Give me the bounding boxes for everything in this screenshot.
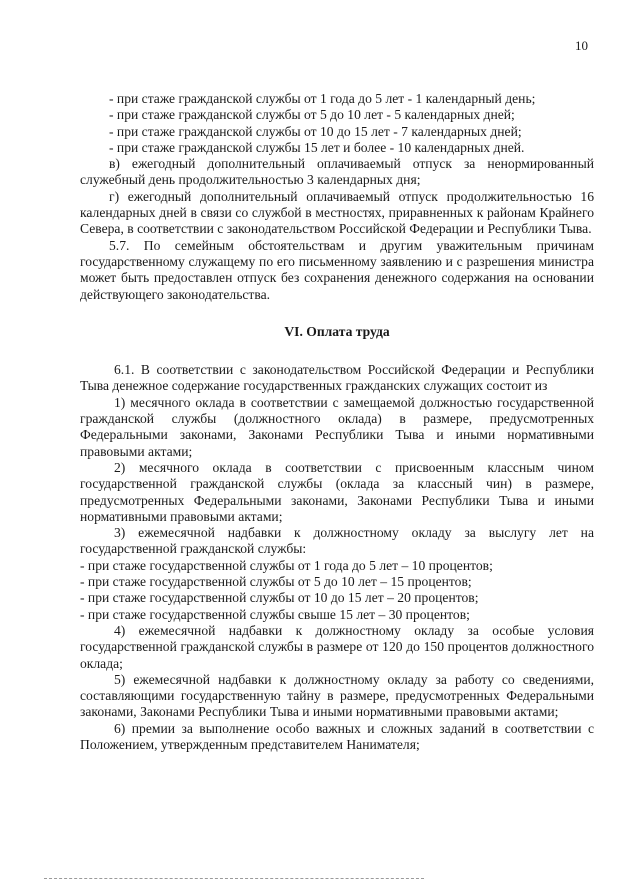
paragraph-6-1: 6.1. В соответствии с законодательством Российской Федерации и Республики Тыва денежное содержание государственных гражданских служащих состоит из [80, 362, 594, 394]
paragraph-item-6: 6) премии за выполнение особо важных и сложных заданий в соответствии с Положением, утвержденным представителем Нанимателя; [80, 720, 594, 752]
paragraph-5-7: 5.7. По семейным обстоятельствам и другим уважительным причинам государственному служащему по его письменному заявлению и с разрешения министра может быть предоставлен отпуск без сохранения денежного содержания на основании действующего законодательства. [80, 237, 594, 302]
list-item-stage-1: - при стаже гражданской службы от 1 года до 5 лет - 1 календарный день; [109, 91, 536, 106]
list-item-service-2: - при стаже государственной службы от 5 до 10 лет – 15 процентов; [80, 574, 472, 590]
footer-divider [44, 878, 424, 879]
list-item-stage-4: - при стаже гражданской службы 15 лет и более - 10 календарных дней. [109, 139, 525, 155]
paragraph-item-5: 5) ежемесячной надбавки к должностному окладу за работу со сведениями, составляющими государственную тайну в размере, предусмотренных Федеральными законами, Законами Республики Тыва и иными нормативными правовыми актами; [80, 671, 594, 720]
paragraph-item-g: г) ежегодный дополнительный оплачиваемый отпуск продолжительностью 16 календарных дней в связи со службой в местностях, приравненных к районам Крайнего Севера, в соответствии с законодательством Российской Федерации и Республики Тыва. [80, 188, 594, 237]
document-body [80, 91, 594, 753]
list-item-stage-3: - при стаже гражданской службы от 10 до 15 лет - 7 календарных дней; [109, 123, 522, 139]
list-item-service-4: - при стаже государственной службы свыше 15 лет – 30 процентов; [80, 606, 470, 622]
paragraph-item-3: 3) ежемесячной надбавки к должностному окладу за выслугу лет на государственной гражданской службы: [80, 525, 594, 557]
list-item-service-3: - при стаже государственной службы от 10 до 15 лет – 20 процентов; [80, 590, 479, 606]
paragraph-item-v: в) ежегодный дополнительный оплачиваемый отпуск за ненормированный служебный день продолжительностью 3 календарных дня; [80, 156, 594, 188]
list-item-stage-2: - при стаже гражданской службы от 5 до 10 лет - 5 календарных дней; [109, 107, 515, 123]
section-heading: VI. Оплата труда [284, 323, 390, 339]
paragraph-item-2: 2) месячного оклада в соответствии с присвоенным классным чином государственной гражданской службы (оклада за классный чин) в размере, предусмотренных Федеральными законами, Законами Республики Тыва и иными нормативными правовыми актами; [80, 459, 594, 524]
paragraph-item-1: 1) месячного оклада в соответствии с замещаемой должностью государственной гражданской службы (должностного оклада) в размере, предусмотренных Федеральными законами, Законами Республики Тыва и иными нормативными правовыми актами; [80, 394, 594, 459]
paragraph-item-4: 4) ежемесячной надбавки к должностному окладу за особые условия государственной гражданской службы в размере от 120 до 150 процентов должностного оклада; [80, 622, 594, 671]
list-item-service-1: - при стаже государственной службы от 1 года до 5 лет – 10 процентов; [80, 557, 493, 573]
page-number: 10 [575, 38, 588, 53]
